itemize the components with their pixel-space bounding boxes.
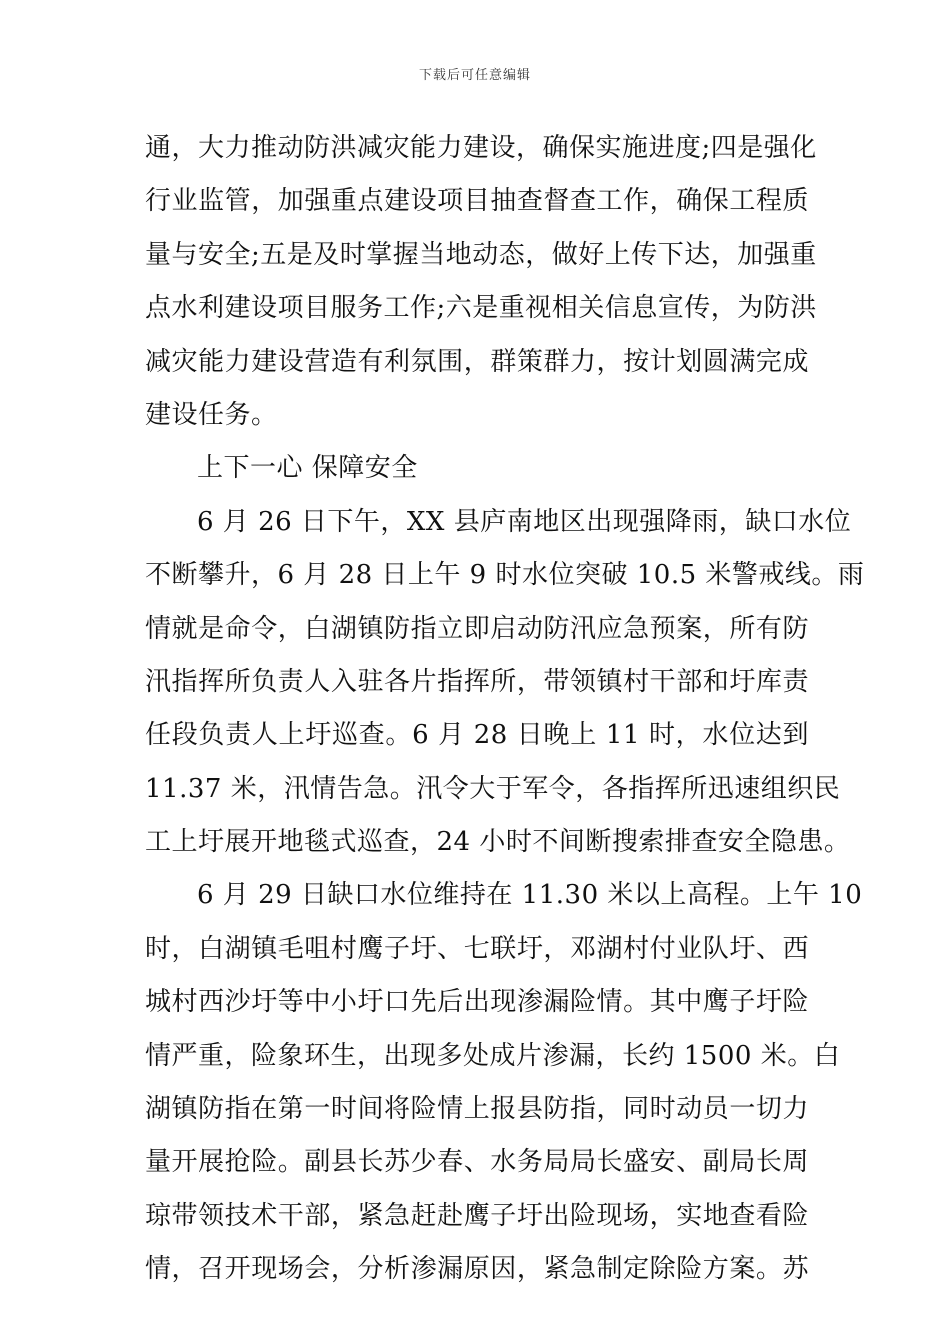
text-line: 情就是命令，白湖镇防指立即启动防汛应急预案，所有防 xyxy=(145,613,809,644)
text-line: 11.37 米，汛情告急。汛令大于军令，各指挥所迅速组织民 xyxy=(145,773,841,804)
text-line: 通，大力推动防洪减灾能力建设，确保实施进度;四是强化 xyxy=(145,133,817,163)
text-line: 城村西沙圩等中小圩口先后出现渗漏险情。其中鹰子圩险 xyxy=(145,987,809,1018)
text-line: 琼带领技术干部，紧急赶赴鹰子圩出险现场，实地查看险 xyxy=(145,1200,809,1231)
paragraph-first-line: 6 月 26 日下午，XX 县庐南地区出现强降雨，缺口水位 xyxy=(197,506,852,537)
page-header: 下载后可任意编辑 xyxy=(418,68,531,83)
text-line: 建设任务。 xyxy=(145,399,278,430)
text-line: 情，召开现场会，分析渗漏原因，紧急制定除险方案。苏 xyxy=(145,1254,809,1285)
text-line: 汛指挥所负责人入驻各片指挥所，带领镇村干部和圩库责 xyxy=(145,666,809,697)
section-heading: 上下一心 保障安全 xyxy=(197,453,418,484)
paragraph-first-line: 6 月 29 日缺口水位维持在 11.30 米以上高程。上午 10 xyxy=(197,880,863,911)
text-line: 行业监管，加强重点建设项目抽查督查工作，确保工程质 xyxy=(145,186,809,217)
text-line: 不断攀升，6 月 28 日上午 9 时水位突破 10.5 米警戒线。雨 xyxy=(145,560,865,591)
text-line: 湖镇防指在第一时间将险情上报县防指，同时动员一切力 xyxy=(145,1094,809,1125)
text-line: 减灾能力建设营造有利氛围，群策群力，按计划圆满完成 xyxy=(145,346,809,377)
document-body xyxy=(145,122,865,1297)
text-line: 点水利建设项目服务工作;六是重视相关信息宣传，为防洪 xyxy=(145,293,817,324)
text-line: 量与安全;五是及时掌握当地动态，做好上传下达，加强重 xyxy=(145,239,817,270)
text-line: 工上圩展开地毯式巡查，24 小时不间断搜索排查安全隐患。 xyxy=(145,827,851,858)
text-line: 情严重，险象环生，出现多处成片渗漏，长约 1500 米。白 xyxy=(145,1040,841,1071)
text-line: 量开展抢险。副县长苏少春、水务局局长盛安、副局长周 xyxy=(145,1147,809,1178)
text-line: 任段负责人上圩巡查。6 月 28 日晚上 11 时，水位达到 xyxy=(145,720,809,751)
text-line: 时，白湖镇毛咀村鹰子圩、七联圩，邓湖村付业队圩、西 xyxy=(145,933,809,964)
